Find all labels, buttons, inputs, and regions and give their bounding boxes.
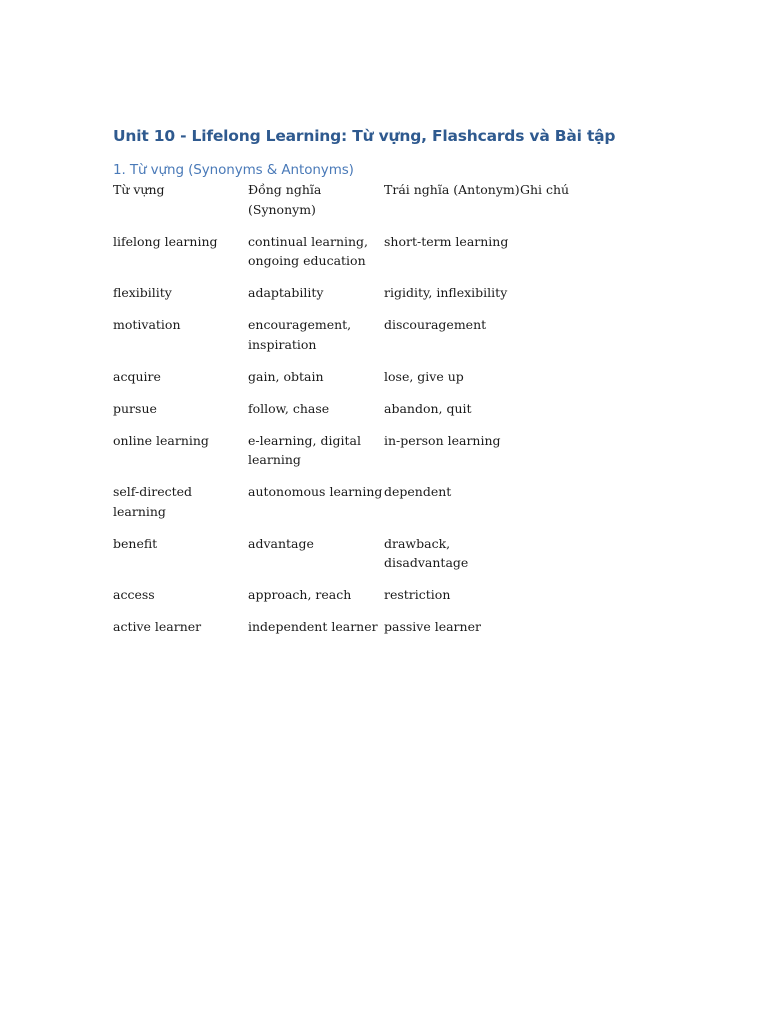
table-row xyxy=(113,367,640,399)
cell-notes xyxy=(520,367,640,399)
cell-notes xyxy=(520,534,640,586)
vocabulary-table xyxy=(113,180,640,649)
cell-notes xyxy=(520,283,640,315)
cell-term: acquire xyxy=(113,368,161,384)
cell-synonym: follow, chase xyxy=(248,400,330,416)
cell-term: lifelong learning xyxy=(113,233,218,249)
cell-term: online learning xyxy=(113,432,209,448)
table-row xyxy=(113,232,640,284)
cell-synonym: advantage xyxy=(248,535,314,551)
cell-notes xyxy=(520,482,640,534)
column-header-antonym: Trái nghĩa (Antonym) xyxy=(384,182,520,197)
cell-antonym: lose, give up xyxy=(384,368,464,384)
cell-antonym: in-person learning xyxy=(384,432,501,448)
cell-notes xyxy=(520,431,640,483)
cell-synonym: gain, obtain xyxy=(248,368,324,384)
cell-synonym: continual learning, ongoing education xyxy=(248,233,369,268)
column-header-notes: Ghi chú xyxy=(520,182,570,197)
cell-antonym: dependent xyxy=(384,484,452,499)
cell-antonym: restriction xyxy=(384,587,451,602)
cell-notes xyxy=(520,315,640,367)
table-row xyxy=(113,431,640,483)
cell-synonym: approach, reach xyxy=(248,587,352,602)
cell-term: benefit xyxy=(113,535,158,551)
cell-antonym: drawback, disadvantage xyxy=(384,535,469,570)
section-heading-vocabulary: 1. Từ vựng (Synonyms & Antonyms) xyxy=(113,162,354,178)
cell-antonym: passive learner xyxy=(384,619,481,634)
cell-synonym: autonomous learning xyxy=(248,484,383,499)
cell-term: access xyxy=(113,587,155,602)
column-header-synonym: Đồng nghĩa (Synonym) xyxy=(248,182,322,217)
cell-antonym: abandon, quit xyxy=(384,400,472,416)
table-row xyxy=(113,534,640,586)
cell-term: motivation xyxy=(113,317,181,332)
table-row xyxy=(113,399,640,431)
cell-notes xyxy=(520,617,640,649)
document-title: Unit 10 - Lifelong Learning: Từ vựng, Flashcards và Bài tập xyxy=(113,127,616,145)
cell-notes xyxy=(520,232,640,284)
cell-term: flexibility xyxy=(113,285,172,300)
cell-antonym: discouragement xyxy=(384,317,487,332)
column-header-vocabulary: Từ vựng xyxy=(113,182,165,197)
cell-synonym: encouragement, inspiration xyxy=(248,317,352,352)
cell-antonym: rigidity, inflexibility xyxy=(384,285,508,300)
table-header-row xyxy=(113,180,640,232)
cell-term: self-directed learning xyxy=(113,484,193,519)
cell-synonym: adaptability xyxy=(248,285,324,300)
cell-synonym: e-learning, digital learning xyxy=(248,432,361,467)
cell-term: pursue xyxy=(113,400,157,416)
document-page xyxy=(113,125,673,649)
cell-synonym: independent learner xyxy=(248,619,378,634)
table-row xyxy=(113,617,640,649)
cell-term: active learner xyxy=(113,619,202,634)
table-row xyxy=(113,585,640,617)
table-row xyxy=(113,315,640,367)
table-body xyxy=(113,232,640,650)
table-row xyxy=(113,482,640,534)
cell-notes xyxy=(520,585,640,617)
table-row xyxy=(113,283,640,315)
cell-notes xyxy=(520,399,640,431)
cell-antonym: short-term learning xyxy=(384,233,509,249)
